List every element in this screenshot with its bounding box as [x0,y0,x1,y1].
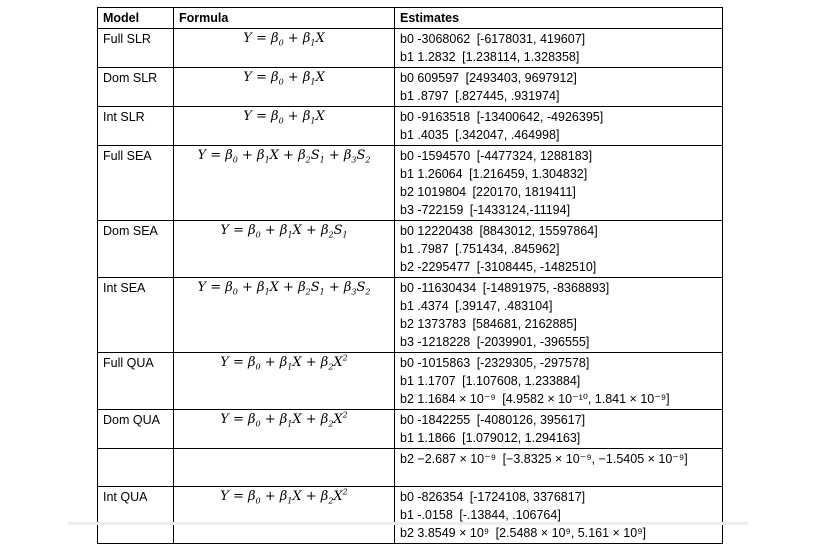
estimate-line: b0 -826354 [-1724108, 3376817] [400,490,586,504]
estimate-line: b2 −2.687 × 10⁻⁹ [−3.8325 × 10⁻⁹, −1.5405 × 10⁻⁹] [400,452,688,466]
estimates-cell [395,107,723,146]
estimate-line: b0 12220438 [8843012, 15597864] [400,224,598,238]
estimate-line: b1 1.1707 [1.107608, 1.233884] [400,374,581,388]
estimate-line: b2 1373783 [584681, 2162885] [400,317,577,331]
estimate-line: b2 1.1684 × 10⁻⁹ [4.9582 × 10⁻¹⁰, 1.841 × 10⁻⁹] [400,392,670,406]
estimates-cell [395,146,723,221]
estimates-cell [395,278,723,353]
model-cell: Int SEA [98,278,174,353]
formula-cell: $Y = \beta_0 + \beta_1X$ [174,68,395,107]
estimate-line: b0 609597 [2493403, 9697912] [400,71,577,85]
estimate-line: b1 .8797 [.827445, .931974] [400,89,560,103]
estimate-line: b1 1.2832 [1.238114, 1.328358] [400,50,580,64]
formula-cell: $Y = \beta_0 + \beta_1X + \beta_2S_1 + \beta_3S_2$ [174,146,395,221]
model-cell: Full SEA [98,146,174,221]
estimate-line: b1 1.1866 [1.079012, 1.294163] [400,431,581,445]
header-model: Model [98,8,174,29]
estimate-line: b3 -722159 [-1433124,-11194] [400,203,571,217]
model-cell: Int QUA [98,487,174,544]
table-row [98,29,723,68]
model-cell: Full QUA [98,353,174,410]
table-row [98,146,723,221]
estimate-line: b1 1.26064 [1.216459, 1.304832] [400,167,588,181]
formula-cell: $Y = \beta_0 + \beta_1X + \beta_2X^2$ [174,487,395,544]
estimate-line: b2 1019804 [220170, 1819411] [400,185,576,199]
table-row [98,487,723,544]
formula-cell: $Y = \beta_0 + \beta_1X + \beta_2S_1$ [174,221,395,278]
estimate-line: b0 -9163518 [-13400642, -4926395] [400,110,604,124]
model-cell: Dom SEA [98,221,174,278]
model-cell [98,449,174,487]
estimates-cell [395,487,723,544]
formula-cell: $Y = \beta_0 + \beta_1X$ [174,107,395,146]
table-row [98,353,723,410]
estimate-line: b3 -1218228 [-2039901, -396555] [400,335,590,349]
estimates-cell [395,410,723,449]
estimate-line: b1 .4035 [.342047, .464998] [400,128,560,142]
header-estimates: Estimates [395,8,723,29]
model-cell: Dom SLR [98,68,174,107]
estimate-line: b0 -1842255 [-4080126, 395617] [400,413,586,427]
table-row [98,221,723,278]
header-row [98,8,723,29]
table-row [98,107,723,146]
formula-cell: $Y = \beta_0 + \beta_1X + \beta_2X^2$ [174,353,395,410]
estimate-line: b0 -1015863 [-2329305, -297578] [400,356,590,370]
page-divider [68,522,748,525]
header-formula: Formula [174,8,395,29]
formula-cell: $Y = \beta_0 + \beta_1X$ [174,29,395,68]
formula-cell: $Y = \beta_0 + \beta_1X + \beta_2X^2$ [174,410,395,449]
estimate-line: b1 .7987 [.751434, .845962] [400,242,560,256]
estimate-line: b1 .4374 [.39147, .483104] [400,299,553,313]
estimate-line: b2 -2295477 [-3108445, -1482510] [400,260,597,274]
estimates-cell [395,449,723,487]
table-row [98,410,723,449]
estimate-line: b2 3.8549 × 10⁹ [2.5488 × 10⁹, 5.161 × 10⁹] [400,526,647,540]
estimates-cell [395,68,723,107]
table-row [98,68,723,107]
estimate-line: b0 -11630434 [-14891975, -8368893] [400,281,610,295]
model-cell: Dom QUA [98,410,174,449]
estimate-line: b0 -3068062 [-6178031, 419607] [400,32,586,46]
estimates-cell [395,353,723,410]
estimates-cell [395,29,723,68]
table-row [98,278,723,353]
model-cell: Int SLR [98,107,174,146]
estimates-cell [395,221,723,278]
formula-cell: $Y = \beta_0 + \beta_1X + \beta_2S_1 + \beta_3S_2$ [174,278,395,353]
results-table [97,7,723,544]
estimate-line: b0 -1594570 [-4477324, 1288183] [400,149,593,163]
formula-cell [174,449,395,487]
estimate-line: b1 -.0158 [-.13844, .106764] [400,508,561,522]
table-row [98,449,723,487]
model-cell: Full SLR [98,29,174,68]
